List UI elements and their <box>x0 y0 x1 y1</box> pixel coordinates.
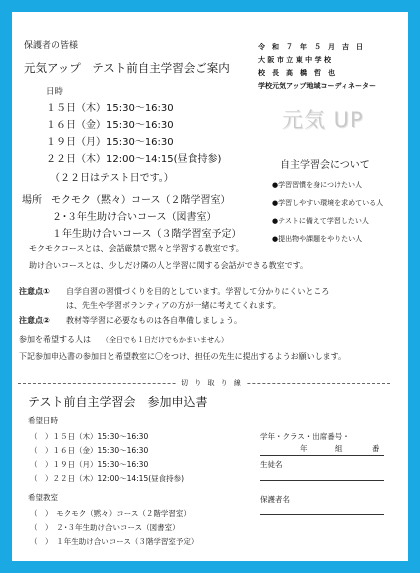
form-rooms-heading: 希望教室 <box>28 493 58 502</box>
venue-course-3: １年生助け合いコース（３階学習室予定） <box>52 229 242 240</box>
note-1-line-2: は、先生や学習ボランティアの方が一緒に考えてくれます。 <box>66 301 281 310</box>
notice-sheet <box>12 12 408 561</box>
venue-course-2: ２･３年生助け合いコース（図書室） <box>52 212 217 223</box>
about-item-2: ●学習しやすい環境を求めている人 <box>272 199 384 207</box>
guardian-name-label: 保護者名 <box>260 495 290 504</box>
student-name-label: 生徒名 <box>260 460 283 469</box>
class-ban: 番 <box>372 444 380 453</box>
schedule-date-3: １９日（月）15:30～16:30 <box>46 137 174 148</box>
about-item-3: ●テストに備えて学習したい人 <box>272 217 369 225</box>
instruction-text: 下記参加申込書の参加日と希望教室に〇をつけ、担任の先生に提出するようお願いします。 <box>19 352 347 361</box>
form-room-option-3[interactable]: （ ） １年生助け合いコース（３階学習室予定） <box>30 537 199 546</box>
schedule-date-2: １６日（金）15:30～16:30 <box>46 120 174 131</box>
class-nen: 年 <box>300 444 308 453</box>
page-title: 元気アップ テスト前自主学習会ご案内 <box>24 61 230 75</box>
addressee: 保護者の皆様 <box>24 41 79 51</box>
about-item-1: ●学習習慣を身につけたい人 <box>272 181 362 189</box>
note-1-line-1: 自学自習の習慣づくりを目的としています。学習して分かりにくいところ <box>66 287 330 296</box>
note-2-text: 教材等学習に必要なものは各自準備しましょう。 <box>66 316 242 325</box>
form-dates-heading: 希望日時 <box>28 416 58 425</box>
form-room-option-1[interactable]: （ ） モクモク（黙々）コース（２階学習室） <box>30 509 191 518</box>
about-item-4: ●提出物や課題をやりたい人 <box>272 235 363 243</box>
class-label: 学年・クラス・出席番号・ <box>260 432 350 441</box>
student-name-field-line[interactable] <box>260 480 384 481</box>
cut-line-label: 切 り 取 り 線 <box>177 378 247 388</box>
genki-up-logo: 元気 UP <box>282 108 364 132</box>
schedule-date-1: １５日（木）15:30～16:30 <box>46 103 174 114</box>
school-name: 大 阪 市 立 東 中 学 校 <box>258 56 332 64</box>
issue-date: 令 和 ７ 年 ５ 月 吉 日 <box>258 43 363 51</box>
coordinator-title: 学校元気アップ地域コーディネーター <box>258 82 376 90</box>
form-room-option-2[interactable]: （ ） ２･３年生助け合いコース（図書室） <box>30 523 180 532</box>
note-2-label: 注意点② <box>19 316 50 325</box>
form-title: テスト前自主学習会 参加申込書 <box>28 395 208 409</box>
join-note: （全日でも１日だけでもかまいません） <box>102 336 228 344</box>
venue-label: 場所 <box>22 195 42 206</box>
form-date-option-4[interactable]: （ ）２２日（木）12:00～14:15(昼食持参) <box>30 474 185 483</box>
schedule-heading: 日時 <box>46 87 64 97</box>
guardian-name-field-line[interactable] <box>260 514 384 515</box>
venue-desc-2: 助け合いコースとは、少しだけ隣の人と学習に関する会話ができる教室です。 <box>29 261 308 270</box>
class-field-line[interactable] <box>260 455 384 456</box>
venue-course-1: モクモク（黙々）コース（２階学習室） <box>51 195 231 206</box>
note-1-label: 注意点① <box>19 287 50 296</box>
form-date-option-2[interactable]: （ ）１６日（金）15:30～16:30 <box>30 446 149 455</box>
form-date-option-1[interactable]: （ ）１５日（木）15:30～16:30 <box>30 432 149 441</box>
form-date-option-3[interactable]: （ ）１９日（月）15:30～16:30 <box>30 460 149 469</box>
schedule-date-4: ２２日（木）12:00～14:15(昼食持参) <box>46 154 222 165</box>
join-label: 参加を希望する人は <box>19 335 91 344</box>
schedule-note: （２２日はテスト日です。） <box>50 173 174 184</box>
principal-name: 校 長 高 橋 哲 也 <box>258 69 335 77</box>
about-title: 自主学習会について <box>280 160 370 171</box>
class-kumi: 組 <box>335 444 343 453</box>
venue-desc-1: モクモクコースとは、会話厳禁で黙々と学習する教室です。 <box>29 244 244 253</box>
